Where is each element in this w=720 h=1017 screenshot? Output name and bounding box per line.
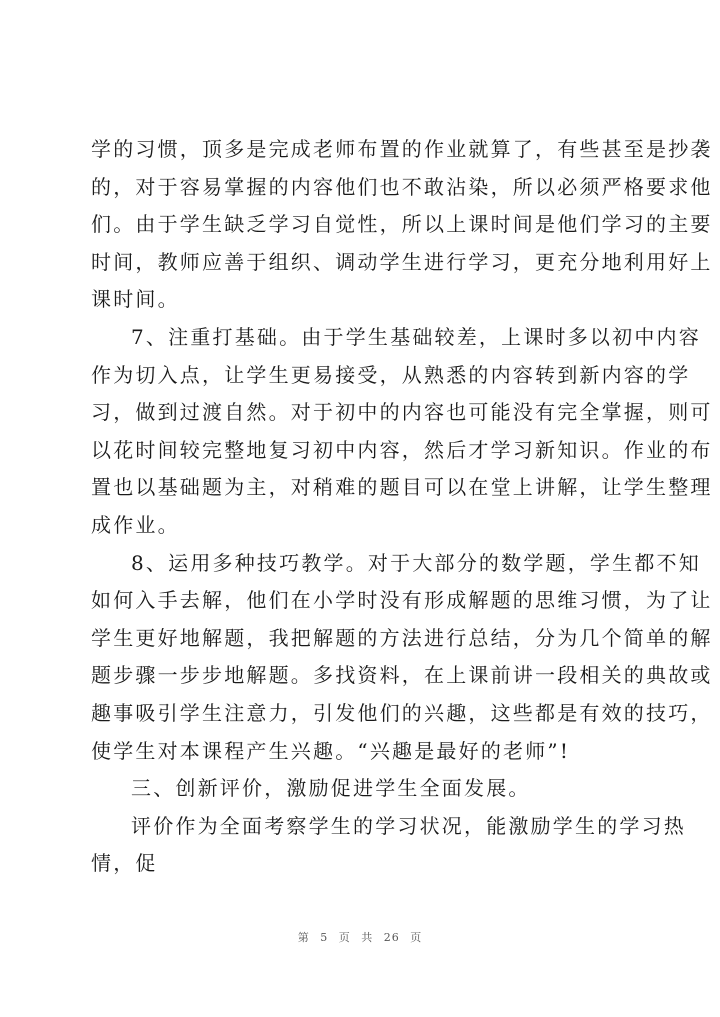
paragraph-start-line: 8、运用多种技巧教学。对于大部分的数学题，学生都不知 bbox=[131, 550, 701, 575]
text-line: 趣事吸引学生注意力，引发他们的兴趣，这些都是有效的技巧， bbox=[91, 700, 713, 725]
text-line: 作为切入点，让学生更易接受，从熟悉的内容转到新内容的学 bbox=[91, 362, 691, 387]
text-line: 学生更好地解题，我把解题的方法进行总结，分为几个简单的解 bbox=[91, 625, 713, 650]
text-line: 以花时间较完整地复习初中内容，然后才学习新知识。作业的布 bbox=[91, 437, 713, 462]
body-text bbox=[91, 131, 713, 883]
text-line: 的，对于容易掌握的内容他们也不敢沾染，所以必须严格要求他 bbox=[91, 174, 713, 199]
paragraph-start-line: 7、注重打基础。由于学生基础较差，上课时多以初中内容 bbox=[131, 324, 701, 349]
page-number-footer: 第 5 页 共 26 页 bbox=[297, 931, 423, 944]
text-line: 情，促 bbox=[91, 851, 158, 876]
text-line: 成作业。 bbox=[91, 512, 180, 537]
text-line: 如何入手去解，他们在小学时没有形成解题的思维习惯，为了让 bbox=[91, 588, 713, 613]
text-line: 习，做到过渡自然。对于初中的内容也可能没有完全掌握，则可 bbox=[91, 400, 713, 425]
text-line: 题步骤一步步地解题。多找资料，在上课前讲一段相关的典故或 bbox=[91, 663, 713, 688]
text-line: 使学生对本课程产生兴趣。“兴趣是最好的老师”! bbox=[91, 738, 571, 763]
text-line: 们。由于学生缺乏学习自觉性，所以上课时间是他们学习的主要 bbox=[91, 212, 713, 237]
text-line: 置也以基础题为主，对稍难的题目可以在堂上讲解，让学生整理 bbox=[91, 475, 713, 500]
paragraph-start-line: 评价作为全面考察学生的学习状况，能激励学生的学习热 bbox=[131, 813, 686, 838]
section-heading: 三、创新评价，激励促进学生全面发展。 bbox=[131, 776, 531, 801]
text-line: 时间，教师应善于组织、调动学生进行学习，更充分地利用好上 bbox=[91, 249, 713, 274]
text-line: 学的习惯，顶多是完成老师布置的作业就算了，有些甚至是抄袭 bbox=[91, 137, 713, 161]
text-line: 课时间。 bbox=[91, 287, 180, 312]
